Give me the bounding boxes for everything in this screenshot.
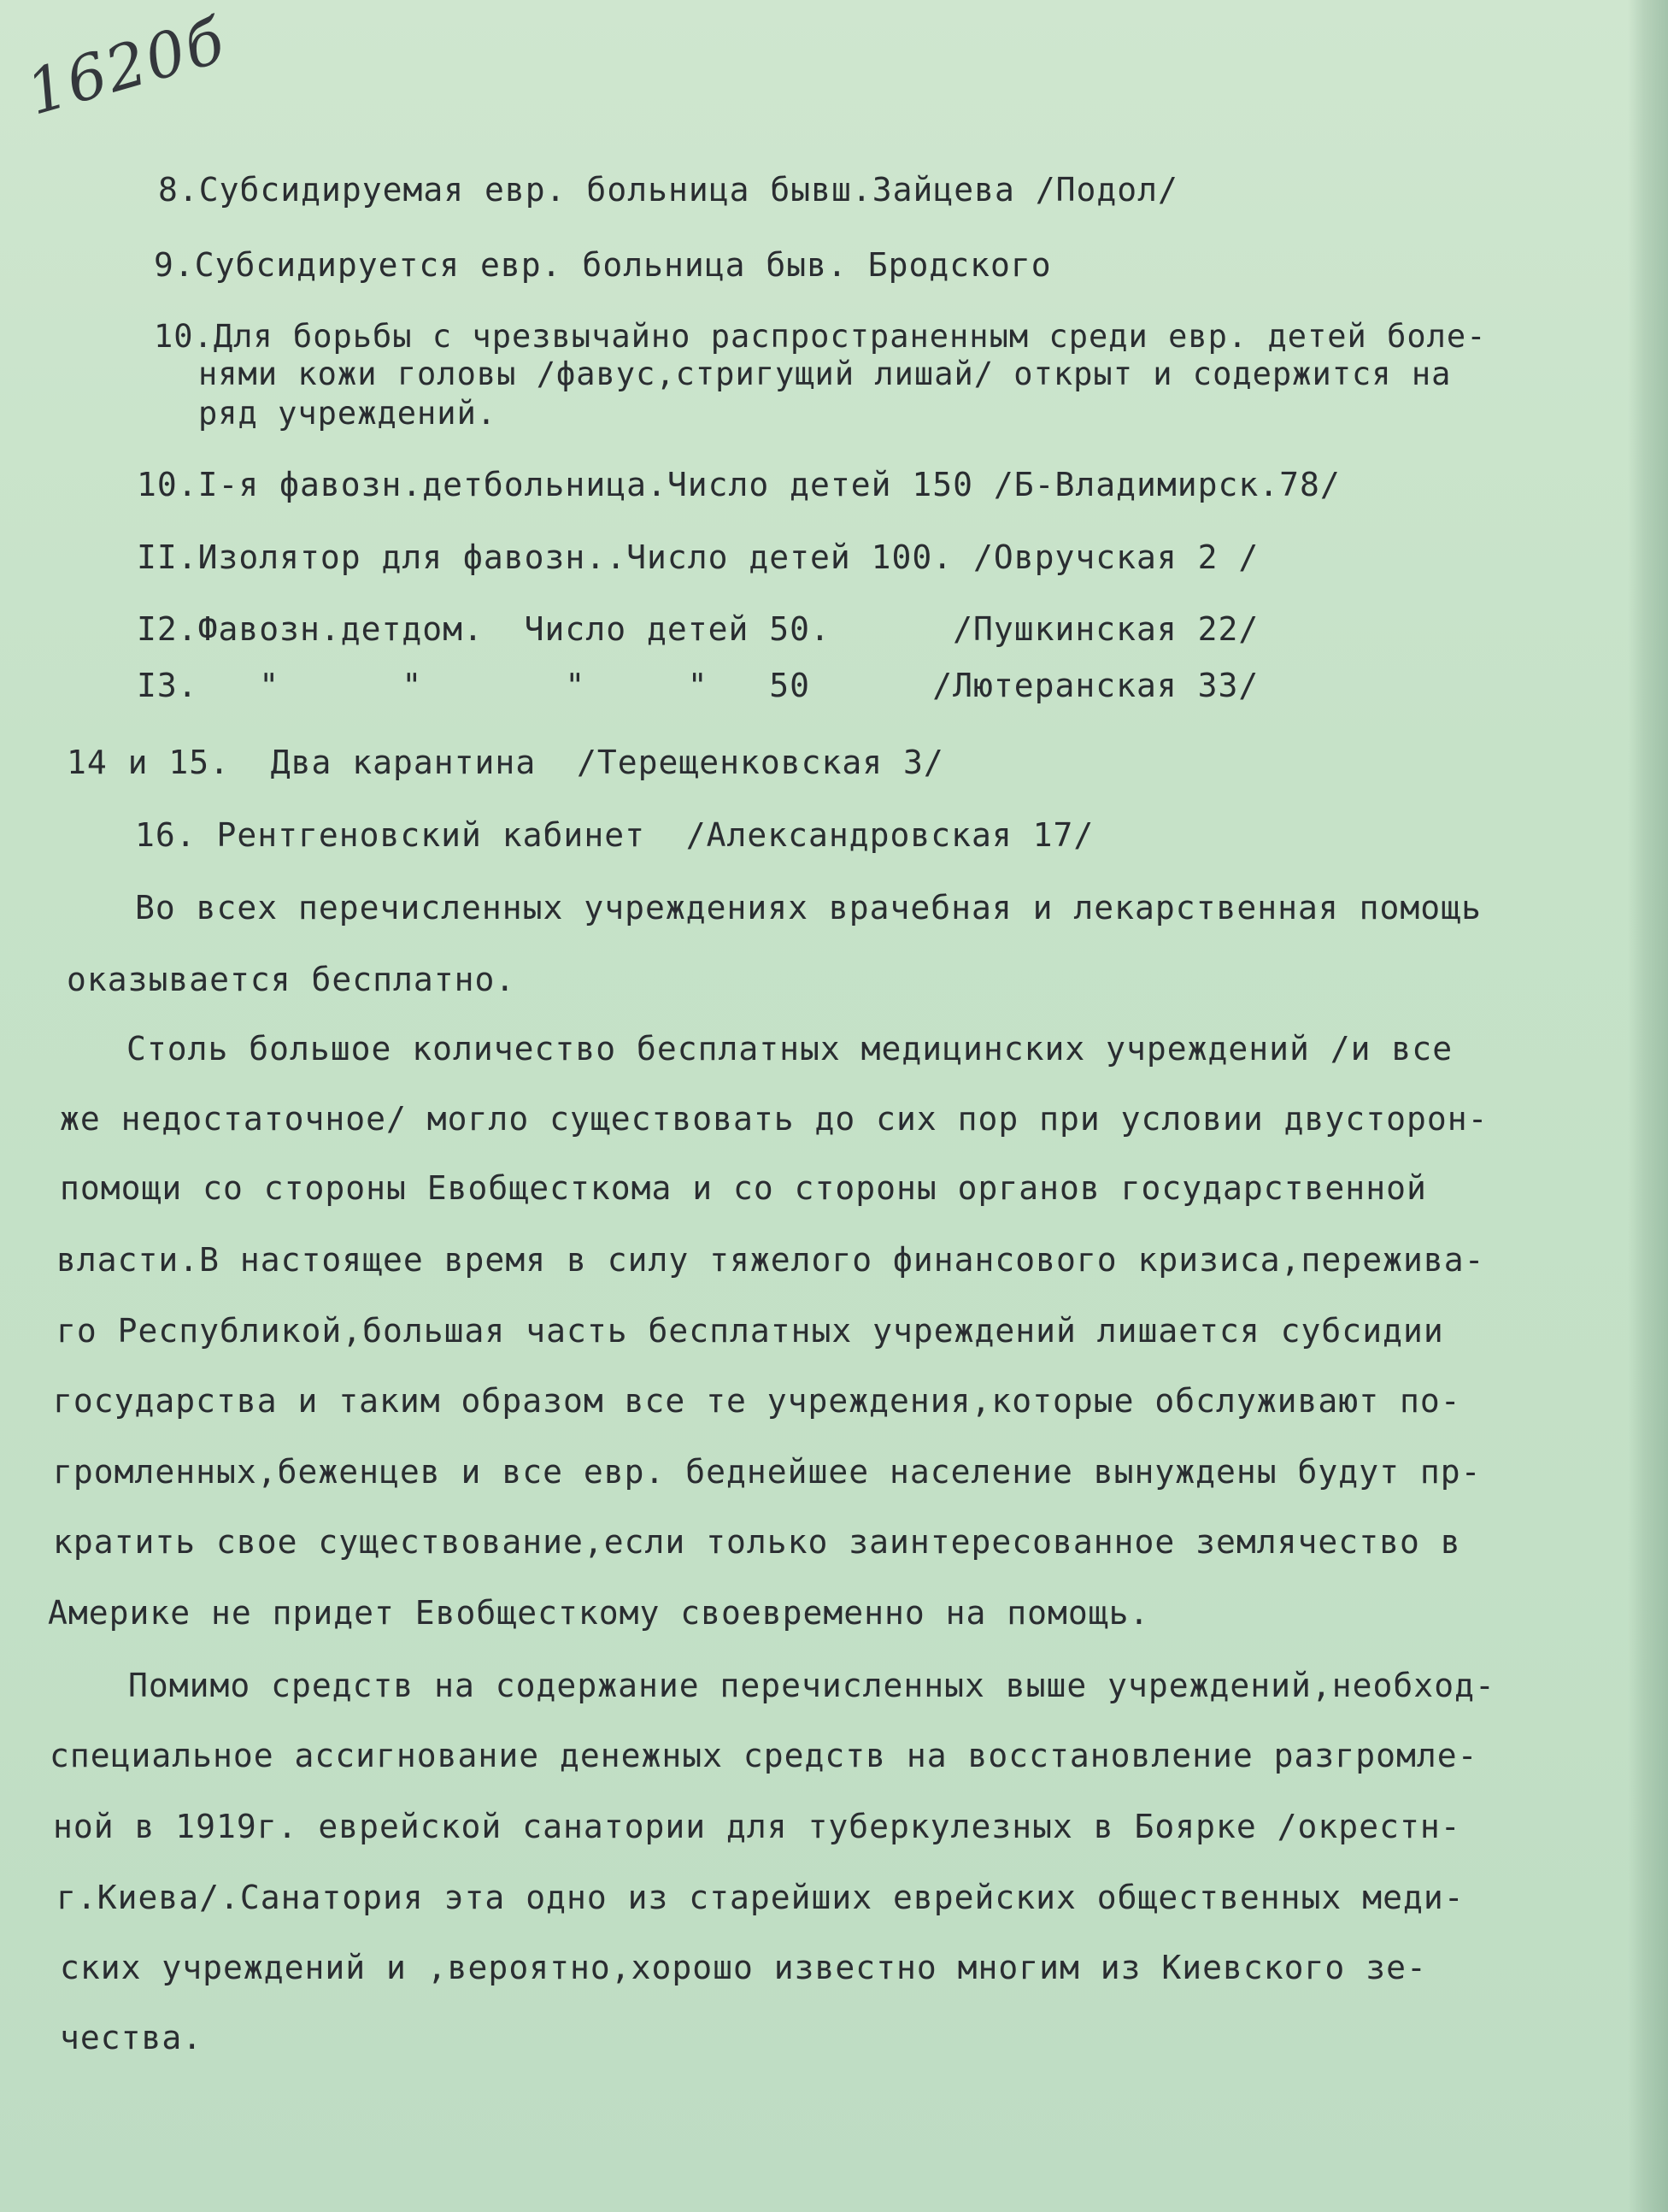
body-text-line: кратить свое существование,если только заинтересованное землячество в bbox=[53, 1523, 1461, 1561]
body-text-line: специальное ассигнование денежных средств на восстановление разгромле- bbox=[50, 1737, 1478, 1774]
list-item: II.Изолятор для фавозн..Число детей 100. /Овручская 2 / bbox=[137, 538, 1260, 576]
body-text-line: го Республикой,большая часть бесплатных учреждений лишается субсидии bbox=[56, 1312, 1444, 1350]
archive-number-handwritten: 1620б bbox=[19, 3, 234, 129]
body-text-line: Во всех перечисленных учреждениях врачебная и лекарственная помощь bbox=[135, 889, 1482, 927]
list-item: I3. " " " " 50 /Лютеранская 33/ bbox=[137, 667, 1260, 704]
body-text-line: ских учреждений и ,вероятно,хорошо известно многим из Киевского зе- bbox=[60, 1949, 1427, 1986]
body-text-line: громленных,беженцев и все евр. беднейшее население вынуждены будут пр- bbox=[53, 1453, 1482, 1491]
body-text-line: же недостаточное/ могло существовать до сих пор при условии двусторон- bbox=[60, 1100, 1489, 1138]
body-text-line: г.Киева/.Санатория эта одно из старейших еврейских общественных меди- bbox=[56, 1879, 1465, 1916]
body-text-line: Америке не придет Евобщесткому своевременно на помощь. bbox=[48, 1594, 1150, 1632]
body-text-line: государства и таким образом все те учреждения,которые обслуживают по- bbox=[53, 1382, 1461, 1420]
list-item-continuation: нями кожи головы /фавус,стригущий лишай/ открыт и содержится на bbox=[198, 356, 1452, 392]
body-text-line: власти.В настоящее время в силу тяжелого финансового кризиса,пережива- bbox=[56, 1241, 1485, 1279]
page-edge bbox=[1628, 0, 1668, 2212]
list-item: 16. Рентгеновский кабинет /Александровская 17/ bbox=[135, 816, 1095, 854]
body-text-line: чества. bbox=[60, 2019, 203, 2056]
list-item: 9.Субсидируется евр. больница быв. Бродского bbox=[154, 246, 1052, 284]
list-item-continuation: ряд учреждений. bbox=[198, 395, 497, 432]
body-text-line: Помимо средств на содержание перечисленных выше учреждений,необход- bbox=[128, 1667, 1495, 1704]
body-text-line: Столь большое количество бесплатных медицинских учреждений /и все bbox=[126, 1030, 1454, 1068]
list-item: 10.Для борьбы с чрезвычайно распространенным среди евр. детей боле- bbox=[154, 318, 1487, 355]
body-text-line: ной в 1919г. еврейской санатории для туберкулезных в Боярке /окрестн- bbox=[53, 1808, 1461, 1845]
list-item: 8.Субсидируемая евр. больница бывш.Зайцева /Подол/ bbox=[158, 171, 1178, 209]
list-item: I2.Фавозн.детдом. Число детей 50. /Пушкинская 22/ bbox=[137, 610, 1260, 648]
body-text-line: помощи со стороны Евобщесткома и со стороны органов государственной bbox=[60, 1169, 1427, 1207]
list-item: 14 и 15. Два карантина /Терещенковская 3/ bbox=[67, 744, 944, 781]
list-item: 10.I-я фавозн.детбольница.Число детей 150 /Б-Владимирск.78/ bbox=[137, 466, 1341, 503]
body-text-line: оказывается бесплатно. bbox=[67, 961, 516, 998]
